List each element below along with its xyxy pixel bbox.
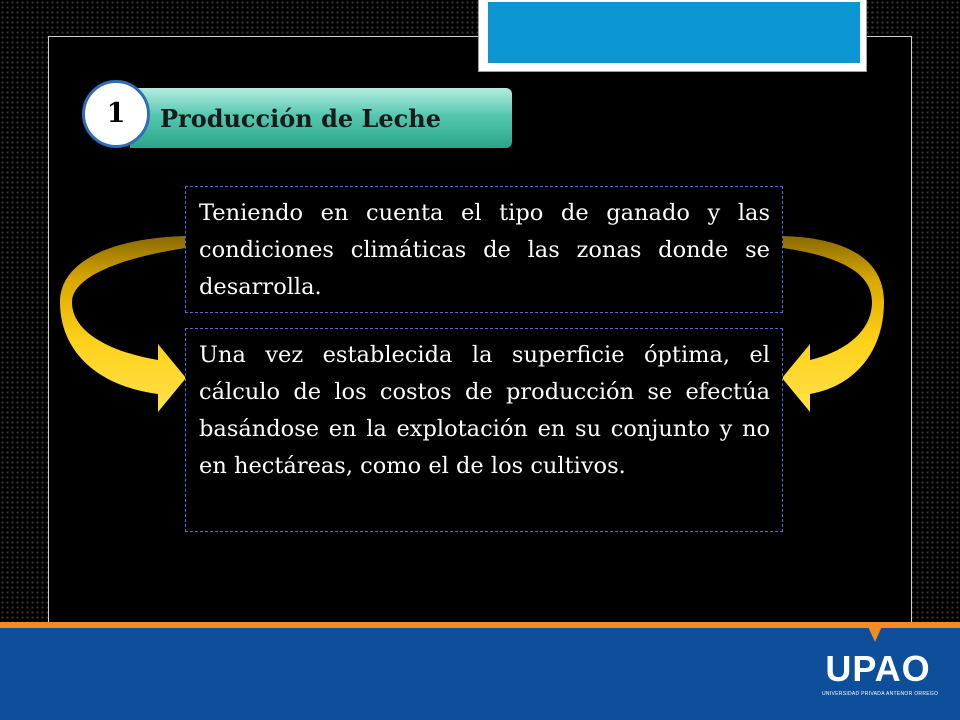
curved-arrow-left-icon <box>782 236 884 412</box>
footer-notch-icon <box>866 622 884 644</box>
paragraph-box-2 <box>185 328 783 532</box>
paragraph-1-text: Teniendo en cuenta el tipo de ganado y las condiciones climáticas de las zonas donde se desarrolla. <box>199 200 770 300</box>
logo-subtitle: UNIVERSIDAD PRIVADA ANTENOR ORREGO <box>822 691 939 697</box>
footer-bar <box>0 622 960 720</box>
section-title: Producción de Leche <box>160 104 441 133</box>
paragraph-2-text: Una vez establecida la superficie óptima, el cálculo de los costos de producción se efectúa basándose en la explotación en su conjunto y no en hectáreas, como el de los cultivos. <box>199 342 770 479</box>
section-number-badge: 1 <box>82 80 150 148</box>
logo-text: UPAO <box>825 648 931 689</box>
paragraph-box-1 <box>185 186 783 313</box>
upao-logo <box>822 648 939 698</box>
curved-arrow-right-icon <box>60 236 186 412</box>
